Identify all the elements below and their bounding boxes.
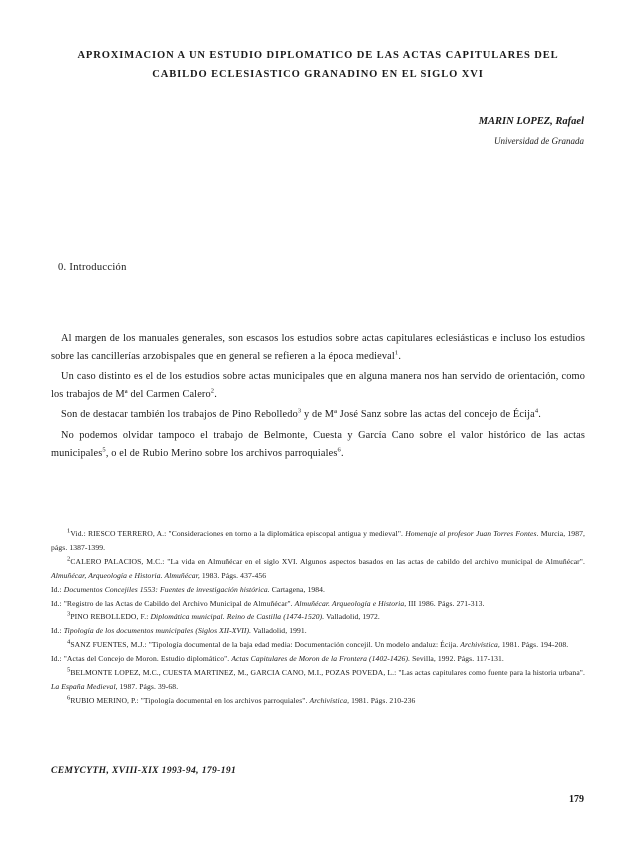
paragraph-1-end: . [398,350,402,362]
author-name: MARIN LOPEZ, Rafael [478,116,584,127]
paragraph-4-text-b: , o el de Rubio Merino sobre los archivos parroquiales [105,447,338,459]
footnote-4-end: 1981. Págs. 194-208. [499,640,569,650]
footnote-5-text: BELMONTE LOPEZ, M.C., CUESTA MARTINEZ, M., GARCIA CANO, M.I., POZAS POVEDA, L.: "Las actas capitulares como fuente para la historia urbana". [70,668,585,678]
footnote-2-text: CALERO PALACIOS, M.C.: "La vida en Almuñécar en el siglo XVI. Algunos aspectos basados en las actas de cabildo del archivo municipal de Almuñécar". [70,556,585,566]
paragraph-1 [51,330,585,365]
paragraph-3-text-a: Son de destacar también los trabajos de Pino Rebolledo [61,409,298,421]
footnote-1 [51,527,585,555]
footnote-2-end: 1983. Págs. 437-456 [199,570,267,580]
footnote-3b-title: Tipología de los documentos municipales (Siglos XII-XVII). [63,626,252,636]
article-title [40,46,596,84]
footnote-3 [51,610,585,624]
paragraph-3 [51,406,585,424]
footnote-2b-end: Cartagena, 1984. [269,584,326,594]
footnote-2-title: Almuñécar, Arqueología e Historia. Almuñécar, [51,570,200,580]
footnote-4-title: Archivística, [460,640,500,650]
footnote-3b [51,624,585,638]
footnote-4-text: SANZ FUENTES, M.J.: "Tipología documental de la baja edad media: Documentación concejil. Un modelo andaluz: Écija. [70,640,461,650]
footnotes [51,527,585,708]
paragraph-2-end: . [214,388,217,400]
footnote-6-end: 1981. Págs. 210-236 [349,695,416,705]
paragraph-3-end: . [538,409,541,421]
footnote-3-text: PINO REBOLLEDO, F.: [70,612,151,622]
footnote-ref-3: 3 [297,407,302,415]
footnote-4 [51,638,585,652]
body-text [51,330,585,462]
footnote-number-2: 2 [67,555,71,563]
footnote-6 [51,694,585,708]
footnote-6-text: RUBIO MERINO, P.: "Tipología documental en los archivos parroquiales". [70,695,310,705]
footnote-number-5: 5 [67,666,71,674]
title-line-1: APROXIMACION A UN ESTUDIO DIPLOMATICO DE LAS ACTAS CAPITULARES DEL [77,50,559,61]
footnote-3b-text: Id.: [51,626,64,636]
footnote-4b-end: Sevilla, 1992. Págs. 117-131. [410,654,504,664]
paragraph-4 [51,427,585,462]
footnote-6-title: Archivística, [309,695,350,705]
page-number: 179 [569,794,584,805]
footnote-number-3: 3 [67,610,71,618]
footnote-2c-end: III 1986. Págs. 271-313. [406,598,485,608]
footnote-ref-6: 6 [337,446,341,454]
footnote-2c-text: Id.: "Registro de las Actas de Cabildo del Archivo Municipal de Almuñécar". [51,598,295,608]
footnote-5-title: La España Medieval, [51,681,118,691]
footnote-1-end: Murcia, 1987, págs. 1387-1399. [51,529,585,552]
footnote-2c-title: Almuñécar. Arqueología e Historia, [294,598,407,608]
section-heading: 0. Introducción [58,262,127,273]
paragraph-4-end: . [340,447,344,459]
footnote-3-title: Diplomática municipal. Reino de Castilla (1474-1520). [150,612,325,622]
footnote-5-end: 1987. Págs. 39-68. [117,681,179,691]
footnote-2b-text: Id.: [51,584,64,594]
footnote-4b [51,652,585,666]
paragraph-4-text-a: No podemos olvidar tampoco el trabajo de Belmonte, Cuesta y García Cano sobre el valor histórico de las actas municipales [51,429,585,459]
footnote-3b-end: Valladolid, 1991. [251,626,307,636]
footnote-ref-4: 4 [534,407,539,415]
footnote-ref-5: 5 [102,446,106,454]
footnote-ref-1: 1 [394,349,399,357]
paragraph-1-text: Al margen de los manuales generales, son escasos los estudios sobre actas capitulares eclesiásticas e incluso los estudios sobre las cancillerías arzobispales que en general se refieren a la época medieval [51,333,585,362]
footnote-4b-text: Id.: "Actas del Concejo de Moron. Estudio diplomático". [51,654,232,664]
footnote-2b [51,583,585,597]
title-line-2: CABILDO ECLESIASTICO GRANADINO EN EL SIGLO XVI [152,69,484,80]
footnote-2c [51,597,585,611]
footnote-1-title: Homenaje al profesor Juan Torres Fontes. [405,529,539,538]
footnote-1-text: Vid.: RIESCO TERRERO, A.: "Consideraciones en torno a la diplomática episcopal antigua y medieval". [70,529,406,538]
footnote-number-4: 4 [67,638,71,646]
footnote-number-1: 1 [67,527,71,535]
paragraph-3-text-b: y de Mª José Sanz sobre las actas del concejo de Écija [301,409,535,421]
footnote-3-end: Valladolid, 1972. [324,612,380,622]
footnote-5 [51,666,585,694]
journal-citation: CEMYCYTH, XVIII-XIX 1993-94, 179-191 [51,766,237,776]
footnote-2 [51,555,585,583]
footnote-number-6: 6 [67,694,71,702]
paragraph-2-text: Un caso distinto es el de los estudios sobre actas municipales que en alguna manera nos han servido de orientación, como los trabajos de Mª del Carmen Calero [51,371,585,400]
paragraph-2 [51,368,585,403]
footnote-ref-2: 2 [210,387,215,395]
footnote-2b-title: Documentos Concejiles 1553: Fuentes de investigación histórica. [63,584,270,594]
footnote-4b-title: Actas Capitulares de Moron de la Frontera (1402-1426). [231,654,411,664]
author-affiliation: Universidad de Granada [494,136,584,146]
